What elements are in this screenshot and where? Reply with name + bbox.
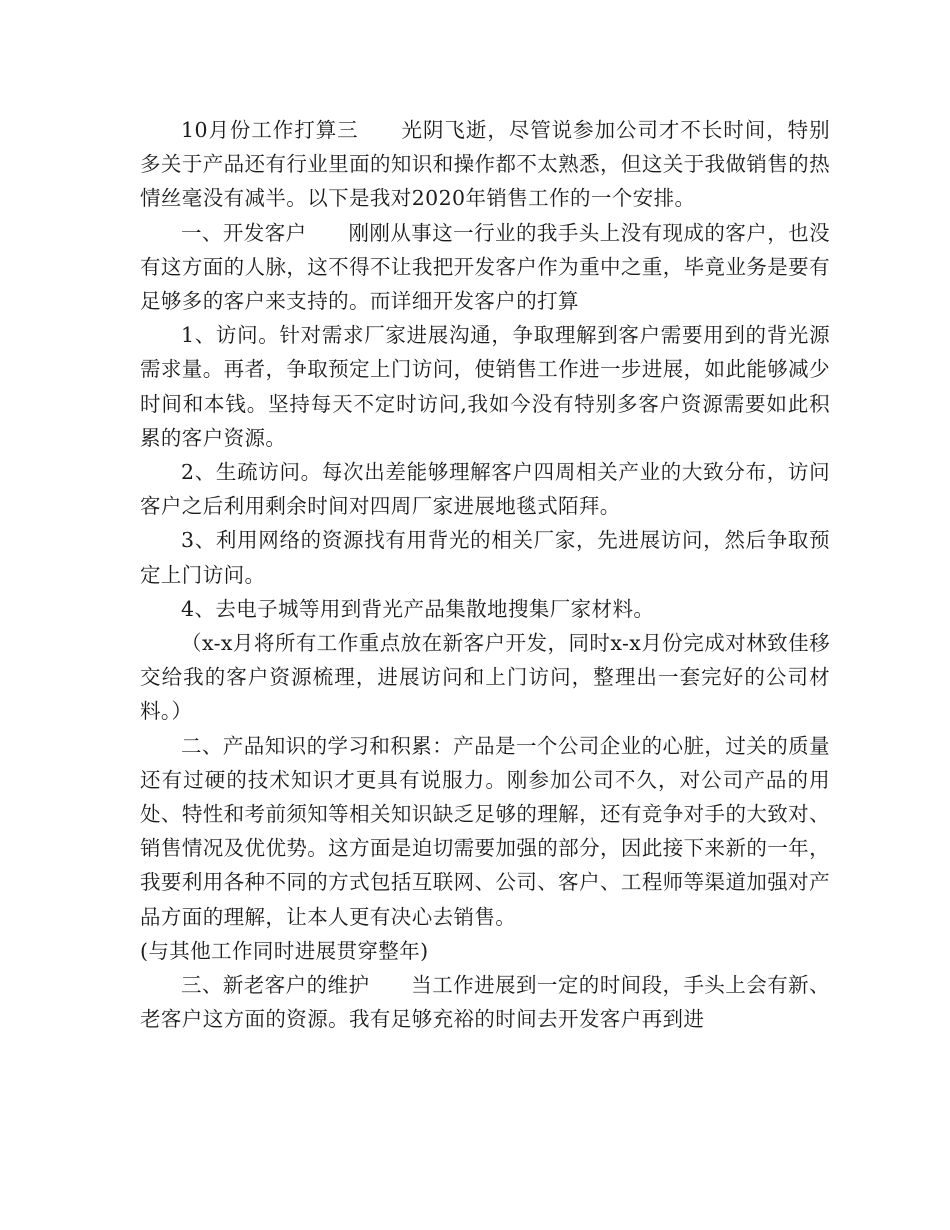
paragraph-section-develop-customers: 一、开发客户 刚刚从事这一行业的我手头上没有现成的客户，也没有这方面的人脉，这不得不让我把开发客户作为重中之重，毕竟业务是要有足够多的客户来支持的。而详细开发客户的打算 bbox=[140, 220, 830, 314]
paragraph-item-cold-visit: 2、生疏访问。每次出差能够理解客户四周相关产业的大致分布，访问客户之后利用剩余时间对四周厂家进展地毯式陌拜。 bbox=[140, 460, 830, 519]
paragraph-intro: 10月份工作打算三 光阴飞逝，尽管说参加公司才不长时间，特别多关于产品还有行业里面的知识和操作都不太熟悉，但这关于我做销售的热情丝毫没有减半。以下是我对2020年销售工作的一个安排。 bbox=[140, 118, 830, 211]
paragraph-item-network: 3、利用网络的资源找有用背光的相关厂家，先进展访问，然后争取预定上门访问。 bbox=[140, 528, 830, 587]
paragraph-note-schedule: （x-x月将所有工作重点放在新客户开发，同时x-x月份完成对林致佳移交给我的客户资源梳理，进展访问和上门访问，整理出一套完好的公司材料。） bbox=[140, 631, 830, 724]
document-body bbox=[140, 113, 830, 1036]
paragraph-item-visit: 1、访问。针对需求厂家进展沟通，争取理解到客户需要用到的背光源需求量。再者，争取预定上门访问，使销售工作进一步进展，如此能够减少时间和本钱。坚持每天不定时访问,我如今没有特别多客户资源需要如此积累的客户资源。 bbox=[140, 323, 830, 450]
paragraph-section-customer-maintenance: 三、新老客户的维护 当工作进展到一定的时间段，手头上会有新、老客户这方面的资源。我有足够充裕的时间去开发客户再到进 bbox=[140, 973, 830, 1032]
paragraph-item-electronics-city: 4、去电子城等用到背光产品集散地搜集厂家材料。 bbox=[181, 596, 655, 621]
paragraph-note-year-round: (与其他工作同时进展贯穿整年) bbox=[140, 938, 429, 963]
paragraph-section-product-knowledge: 二、产品知识的学习和积累：产品是一个公司企业的心脏，过关的质量还有过硬的技术知识才更具有说服力。刚参加公司不久，对公司产品的用处、特性和考前须知等相关知识缺乏足够的理解，还有竞争对手的大致对、销售情况及优优势。这方面是迫切需要加强的部分，因此接下来新的一年，我要利用各种不同的方式包括互联网、公司、客户、工程师等渠道加强对产品方面的理解，让本人更有决心去销售。 bbox=[140, 733, 830, 929]
